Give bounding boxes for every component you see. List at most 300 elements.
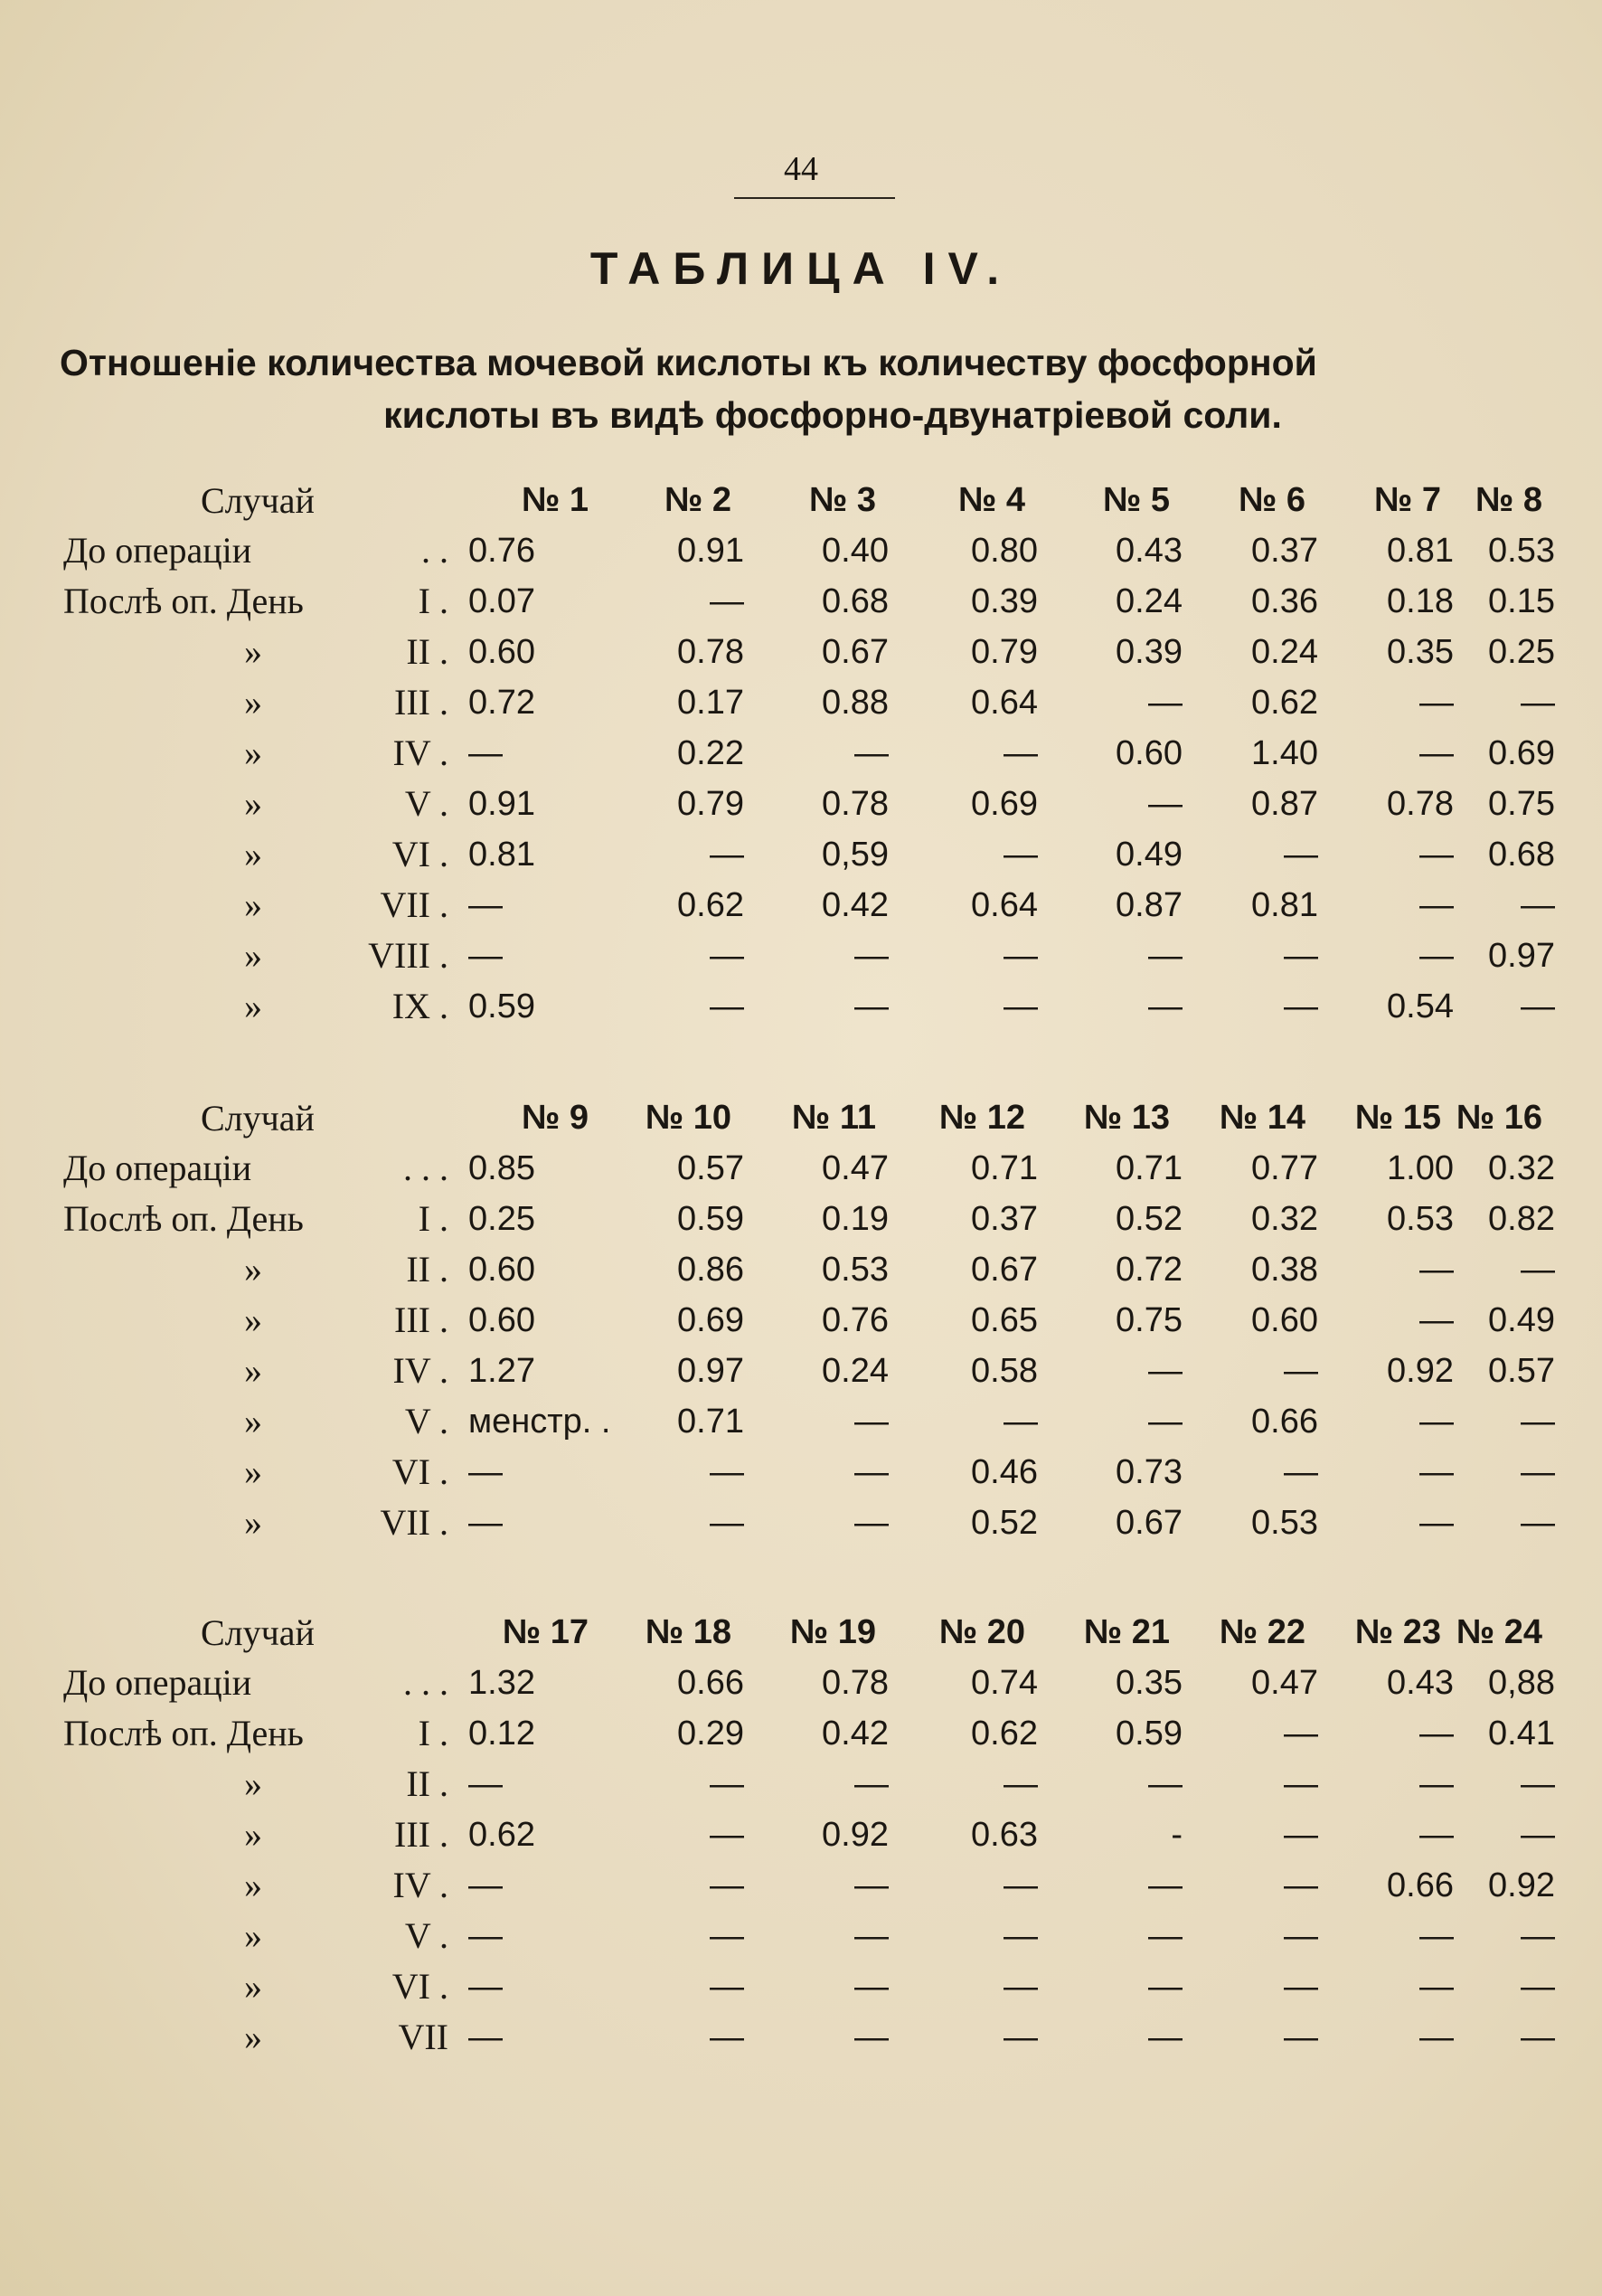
row-label-text: » xyxy=(244,1502,262,1543)
table-cell: 0.73 xyxy=(1116,1452,1183,1491)
table-cell: 0.60 xyxy=(1116,733,1183,772)
table-cell: — xyxy=(1004,2017,1038,2056)
table-cell: 0.25 xyxy=(468,1199,535,1238)
case-column-header: № 2 xyxy=(664,480,731,519)
table-cell: — xyxy=(854,1452,889,1491)
table-cell: 0.54 xyxy=(1387,987,1454,1025)
row-label xyxy=(63,1961,461,2012)
table-row xyxy=(63,1860,1555,1911)
table-cell: — xyxy=(710,936,744,975)
table-cell: — xyxy=(1004,1402,1038,1441)
table-cell: 0.37 xyxy=(1251,531,1318,570)
table-cell: — xyxy=(1148,1402,1183,1441)
case-column-header: № 14 xyxy=(1219,1098,1305,1137)
case-header-label: Случай xyxy=(201,1097,315,1139)
row-day-number: I . xyxy=(418,1713,448,1753)
table-cell: 0.41 xyxy=(1488,1714,1555,1753)
table-cell: 0.74 xyxy=(971,1663,1038,1702)
row-label-text: До операцiи xyxy=(63,530,252,571)
row-day-number: II . xyxy=(406,1763,448,1804)
table-cell: — xyxy=(1419,683,1454,722)
case-column-header: № 19 xyxy=(789,1612,876,1651)
table-cell: 0.60 xyxy=(468,632,535,671)
table-cell: — xyxy=(1284,1866,1318,1904)
table-row xyxy=(63,1498,1555,1548)
table-row xyxy=(63,525,1555,576)
case-column-header: № 21 xyxy=(1083,1612,1170,1651)
case-column-header: № 8 xyxy=(1475,480,1542,519)
table-cell: 0.81 xyxy=(1251,885,1318,924)
table-cell: — xyxy=(1419,885,1454,924)
table-cell: 0.15 xyxy=(1488,581,1555,620)
table-row xyxy=(63,931,1555,981)
table-cell: — xyxy=(710,1503,744,1542)
table-cell: 0.72 xyxy=(1116,1250,1183,1289)
table-cell: 0.92 xyxy=(822,1815,889,1854)
row-label xyxy=(63,576,461,627)
table-cell: — xyxy=(1521,683,1555,722)
table-cell: — xyxy=(468,1866,503,1904)
table-cell: 0.72 xyxy=(468,683,535,722)
table-cell: — xyxy=(1521,1503,1555,1542)
table-cell: 0.79 xyxy=(971,632,1038,671)
table-cell: — xyxy=(1521,1452,1555,1491)
row-label xyxy=(63,1194,461,1244)
row-day-number: IV . xyxy=(392,1350,448,1391)
table-cell: — xyxy=(1148,1866,1183,1904)
table-cell: — xyxy=(1419,835,1454,874)
table-cell: — xyxy=(1004,1916,1038,1955)
row-label-text: Послѣ оп. День xyxy=(63,581,304,621)
table-cell: — xyxy=(1148,1351,1183,1390)
case-column-header: № 22 xyxy=(1219,1612,1305,1651)
table-cell: — xyxy=(1419,733,1454,772)
table-cell: 0.63 xyxy=(971,1815,1038,1854)
table-cell: 0.32 xyxy=(1251,1199,1318,1238)
row-label-text: » xyxy=(244,1249,262,1290)
row-day-number: VI . xyxy=(391,834,448,874)
row-label-text: » xyxy=(244,1814,262,1855)
table-cell: — xyxy=(1148,683,1183,722)
table-cell: 0.43 xyxy=(1116,531,1183,570)
table-cell: 0.92 xyxy=(1488,1866,1555,1904)
table-cell: — xyxy=(1284,1764,1318,1803)
table-cell: 0.86 xyxy=(677,1250,744,1289)
row-label xyxy=(63,1143,461,1194)
row-day-number: I . xyxy=(418,1198,448,1239)
case-column-header: № 12 xyxy=(938,1098,1025,1137)
table-cell: 0.47 xyxy=(822,1148,889,1187)
table-cell: — xyxy=(710,1452,744,1491)
table-cell: — xyxy=(1419,1250,1454,1289)
table-cell: — xyxy=(854,1967,889,2006)
row-label xyxy=(63,728,461,779)
row-label-text: » xyxy=(244,2017,262,2057)
table-cell: 0.37 xyxy=(971,1199,1038,1238)
table-cell: — xyxy=(854,1866,889,1904)
table-cell: — xyxy=(854,936,889,975)
table-cell: 0.75 xyxy=(1116,1300,1183,1339)
row-day-number: III . xyxy=(394,682,448,723)
row-label-text: » xyxy=(244,1299,262,1340)
table-row xyxy=(63,627,1555,677)
row-label xyxy=(63,1498,461,1548)
row-day-number: IV . xyxy=(392,732,448,773)
table-cell: 0.53 xyxy=(822,1250,889,1289)
table-cell: 0.22 xyxy=(677,733,744,772)
row-day-number: . . xyxy=(421,530,448,571)
case-column-header: № 4 xyxy=(957,480,1025,519)
case-column-header: № 9 xyxy=(521,1098,589,1137)
table-cell: 0.67 xyxy=(1116,1503,1183,1542)
table-cell: 1.32 xyxy=(468,1663,535,1702)
table-cell: 0.29 xyxy=(677,1714,744,1753)
table-cell: 0.67 xyxy=(822,632,889,671)
table-cell: 0.62 xyxy=(971,1714,1038,1753)
table-cell: — xyxy=(1284,1967,1318,2006)
row-label-text: » xyxy=(244,1966,262,2007)
table-cell: 0.62 xyxy=(468,1815,535,1854)
table-cell: 0.07 xyxy=(468,581,535,620)
row-label xyxy=(63,1911,461,1961)
table-cell: 0.35 xyxy=(1116,1663,1183,1702)
table-cell: 0.59 xyxy=(1116,1714,1183,1753)
row-label-text: » xyxy=(244,1350,262,1391)
table-cell: — xyxy=(1521,1916,1555,1955)
row-label-text: До операцiи xyxy=(63,1662,252,1703)
table-cell: — xyxy=(854,2017,889,2056)
table-cell: 0.12 xyxy=(468,1714,535,1753)
table-cell: — xyxy=(1004,987,1038,1025)
table-cell: 0.24 xyxy=(1251,632,1318,671)
table-row xyxy=(63,1194,1555,1244)
table-cell: 0.24 xyxy=(1116,581,1183,620)
table-cell: 0.66 xyxy=(677,1663,744,1702)
table-cell: — xyxy=(1521,1815,1555,1854)
table-row xyxy=(63,880,1555,931)
table-cell: 0.66 xyxy=(1251,1402,1318,1441)
case-column-header: № 24 xyxy=(1456,1612,1542,1651)
table-cell: 0.60 xyxy=(468,1250,535,1289)
table-cell: — xyxy=(468,885,503,924)
table-cell: 0.59 xyxy=(677,1199,744,1238)
case-column-header: № 17 xyxy=(502,1612,589,1651)
row-label xyxy=(63,1708,461,1759)
table-cell: — xyxy=(854,1764,889,1803)
table-cell: — xyxy=(1419,1452,1454,1491)
table-cell: 0.69 xyxy=(677,1300,744,1339)
row-day-number: III . xyxy=(394,1814,448,1855)
case-column-header: № 18 xyxy=(645,1612,731,1651)
table-cell: 1.27 xyxy=(468,1351,535,1390)
table-cell: 0.78 xyxy=(822,784,889,823)
table-cell: 0.81 xyxy=(1387,531,1454,570)
table-cell: — xyxy=(468,1452,503,1491)
table-cell: 0.71 xyxy=(1116,1148,1183,1187)
table-cell: 0.17 xyxy=(677,683,744,722)
table-cell: 0.52 xyxy=(971,1503,1038,1542)
table-cell: 0.77 xyxy=(1251,1148,1318,1187)
table-cell: — xyxy=(710,1764,744,1803)
table-cell: — xyxy=(710,1967,744,2006)
table-cell: — xyxy=(468,2017,503,2056)
row-day-number: V . xyxy=(404,1915,448,1956)
table-cell: 0.58 xyxy=(971,1351,1038,1390)
table-cell: 0.87 xyxy=(1116,885,1183,924)
row-label-text: » xyxy=(244,884,262,925)
row-label-text: Послѣ оп. День xyxy=(63,1713,304,1753)
data-table-2 xyxy=(63,1092,1555,1548)
subtitle-line-2: кислоты въ видѣ фосфорно-двунатрiевой соли. xyxy=(383,394,1282,436)
table-cell: 0.80 xyxy=(971,531,1038,570)
table-cell: 1.40 xyxy=(1251,733,1318,772)
table-cell: — xyxy=(1148,987,1183,1025)
row-label-text: » xyxy=(244,783,262,824)
row-day-number: . . . xyxy=(403,1662,448,1703)
table-cell: — xyxy=(1419,1764,1454,1803)
table-cell: — xyxy=(854,1503,889,1542)
data-table-3 xyxy=(63,1607,1555,2063)
table-cell: 0.64 xyxy=(971,885,1038,924)
table-cell: 0.92 xyxy=(1387,1351,1454,1390)
table-cell: 0.79 xyxy=(677,784,744,823)
table-cell: — xyxy=(1148,1916,1183,1955)
table-cell: — xyxy=(1419,936,1454,975)
table-cell: — xyxy=(1419,1300,1454,1339)
table-cell: — xyxy=(1004,1967,1038,2006)
table-cell: — xyxy=(710,835,744,874)
header-row xyxy=(63,1607,1555,1658)
table-row xyxy=(63,576,1555,627)
table-row xyxy=(63,1447,1555,1498)
table-cell: 0.19 xyxy=(822,1199,889,1238)
table-cell: — xyxy=(1521,987,1555,1025)
table-cell: — xyxy=(854,733,889,772)
table-cell: 0.49 xyxy=(1116,835,1183,874)
table-cell: 0.81 xyxy=(468,835,535,874)
case-column-header: № 16 xyxy=(1456,1098,1542,1137)
table-row xyxy=(63,1396,1555,1447)
table-cell: — xyxy=(1284,1815,1318,1854)
table-row xyxy=(63,1143,1555,1194)
table-cell: 0.42 xyxy=(822,1714,889,1753)
row-label-text: Послѣ оп. День xyxy=(63,1198,304,1239)
table-row xyxy=(63,677,1555,728)
case-column-header: № 6 xyxy=(1238,480,1305,519)
table-cell: 0.18 xyxy=(1387,581,1454,620)
table-cell: — xyxy=(1521,1250,1555,1289)
row-label-text: » xyxy=(244,935,262,976)
table-cell: 0.76 xyxy=(468,531,535,570)
table-row xyxy=(63,1809,1555,1860)
row-day-number: IV . xyxy=(392,1865,448,1905)
table-cell: 0.71 xyxy=(971,1148,1038,1187)
table-cell: — xyxy=(1148,784,1183,823)
table-cell: — xyxy=(1004,936,1038,975)
table-cell: — xyxy=(468,1764,503,1803)
row-label xyxy=(63,677,461,728)
table-cell: 0.82 xyxy=(1488,1199,1555,1238)
row-label-text: » xyxy=(244,1915,262,1956)
row-label xyxy=(63,1809,461,1860)
table-cell: — xyxy=(854,987,889,1025)
row-day-number: VII xyxy=(398,2017,448,2057)
table-row xyxy=(63,1759,1555,1809)
table-cell: 0.39 xyxy=(971,581,1038,620)
case-column-header: № 13 xyxy=(1083,1098,1170,1137)
table-cell: 0.85 xyxy=(468,1148,535,1187)
table-cell: — xyxy=(1004,835,1038,874)
row-label-text: » xyxy=(244,682,262,723)
header-row xyxy=(63,1092,1555,1143)
table-row xyxy=(63,829,1555,880)
table-cell: 0.97 xyxy=(1488,936,1555,975)
case-column-header: № 10 xyxy=(645,1098,731,1137)
table-cell: 0.67 xyxy=(971,1250,1038,1289)
row-label xyxy=(63,1860,461,1911)
row-label xyxy=(63,1759,461,1809)
table-cell: 0.60 xyxy=(1251,1300,1318,1339)
row-label-text: » xyxy=(244,631,262,672)
case-header-label: Случай xyxy=(201,1611,315,1653)
table-cell: менстр. . xyxy=(468,1402,611,1441)
table-row xyxy=(63,728,1555,779)
table-cell: 0.64 xyxy=(971,683,1038,722)
table-cell: — xyxy=(1419,1503,1454,1542)
table-row xyxy=(63,1295,1555,1346)
row-day-number: IX . xyxy=(391,986,448,1026)
table-row xyxy=(63,1961,1555,2012)
row-label-text: » xyxy=(244,986,262,1026)
row-label xyxy=(63,1447,461,1498)
table-cell: — xyxy=(1419,1402,1454,1441)
table-cell: — xyxy=(1148,936,1183,975)
table-cell: — xyxy=(1521,2017,1555,2056)
case-column-header: № 11 xyxy=(791,1098,876,1137)
table-cell: 0.65 xyxy=(971,1300,1038,1339)
table-row xyxy=(63,1911,1555,1961)
table-cell: — xyxy=(1284,1916,1318,1955)
table-cell: 1.00 xyxy=(1387,1148,1454,1187)
case-column-header: № 23 xyxy=(1354,1612,1441,1651)
row-day-number: II . xyxy=(406,1249,448,1290)
table-row xyxy=(63,1346,1555,1396)
table-cell: — xyxy=(854,1916,889,1955)
table-cell: — xyxy=(468,936,503,975)
table-cell: 0.36 xyxy=(1251,581,1318,620)
row-day-number: VII . xyxy=(380,1502,448,1543)
row-label xyxy=(63,779,461,829)
row-day-number: V . xyxy=(404,783,448,824)
table-cell: 0.42 xyxy=(822,885,889,924)
table-cell: — xyxy=(1284,1351,1318,1390)
table-cell: - xyxy=(1171,1815,1183,1854)
table-cell: — xyxy=(1284,1714,1318,1753)
table-cell: 0.97 xyxy=(677,1351,744,1390)
table-row xyxy=(63,1244,1555,1295)
page-number-rule xyxy=(734,197,895,199)
case-column-header: № 7 xyxy=(1373,480,1441,519)
table-cell: — xyxy=(468,1916,503,1955)
row-day-number: VI . xyxy=(391,1451,448,1492)
table-cell: 0.32 xyxy=(1488,1148,1555,1187)
row-label xyxy=(63,829,461,880)
case-header-label: Случай xyxy=(201,479,315,521)
table-cell: 0.62 xyxy=(1251,683,1318,722)
table-cell: 0.78 xyxy=(677,632,744,671)
table-cell: 0.62 xyxy=(677,885,744,924)
table-cell: 0.75 xyxy=(1488,784,1555,823)
table-cell: — xyxy=(1521,1967,1555,2006)
table-cell: 0.78 xyxy=(1387,784,1454,823)
case-column-header: № 3 xyxy=(808,480,876,519)
table-cell: — xyxy=(1521,1402,1555,1441)
table-cell: 0.76 xyxy=(822,1300,889,1339)
case-column-header: № 5 xyxy=(1102,480,1170,519)
row-label-text: » xyxy=(244,1763,262,1804)
table-cell: 0.53 xyxy=(1387,1199,1454,1238)
case-column-header: № 1 xyxy=(521,480,589,519)
row-label-text: До операцiи xyxy=(63,1148,252,1188)
table-cell: — xyxy=(710,1916,744,1955)
table-cell: 0.68 xyxy=(822,581,889,620)
table-cell: 0,88 xyxy=(1488,1663,1555,1702)
row-day-number: I . xyxy=(418,581,448,621)
table-cell: 0.91 xyxy=(468,784,535,823)
table-row xyxy=(63,2012,1555,2063)
table-cell: — xyxy=(1004,1866,1038,1904)
row-label xyxy=(63,627,461,677)
table-cell: — xyxy=(1004,733,1038,772)
table-cell: — xyxy=(1004,1764,1038,1803)
table-cell: — xyxy=(1284,1452,1318,1491)
table-cell: 0.57 xyxy=(677,1148,744,1187)
table-cell: 0.43 xyxy=(1387,1663,1454,1702)
table-cell: 0.69 xyxy=(1488,733,1555,772)
row-day-number: VIII . xyxy=(368,935,448,976)
table-cell: — xyxy=(710,2017,744,2056)
row-day-number: III . xyxy=(394,1299,448,1340)
table-cell: — xyxy=(468,733,503,772)
table-cell: — xyxy=(1148,1764,1183,1803)
table-cell: — xyxy=(1419,1916,1454,1955)
row-label xyxy=(63,2012,461,2063)
table-title: ТАБЛИЦА IV. xyxy=(589,243,1013,294)
subtitle-line-1: Отношенiе количества мочевой кислоты къ количеству фосфорной xyxy=(60,342,1317,383)
row-label xyxy=(63,525,461,576)
table-cell: 0.78 xyxy=(822,1663,889,1702)
case-column-header: № 20 xyxy=(938,1612,1025,1651)
table-cell: — xyxy=(1284,936,1318,975)
table-cell: 0.60 xyxy=(468,1300,535,1339)
table-cell: — xyxy=(468,1967,503,2006)
table-cell: — xyxy=(1419,1714,1454,1753)
row-label xyxy=(63,931,461,981)
header-row xyxy=(63,475,1555,525)
data-table-1 xyxy=(63,475,1555,1032)
table-cell: — xyxy=(1521,885,1555,924)
table-cell: — xyxy=(710,1815,744,1854)
row-day-number: VI . xyxy=(391,1966,448,2007)
row-label-text: » xyxy=(244,1865,262,1905)
case-column-header: № 15 xyxy=(1354,1098,1441,1137)
row-day-number: VII . xyxy=(380,884,448,925)
row-day-number: . . . xyxy=(403,1148,448,1188)
row-label xyxy=(63,1658,461,1708)
row-label xyxy=(63,880,461,931)
page-number: 44 xyxy=(784,150,818,188)
table-cell: 0.68 xyxy=(1488,835,1555,874)
